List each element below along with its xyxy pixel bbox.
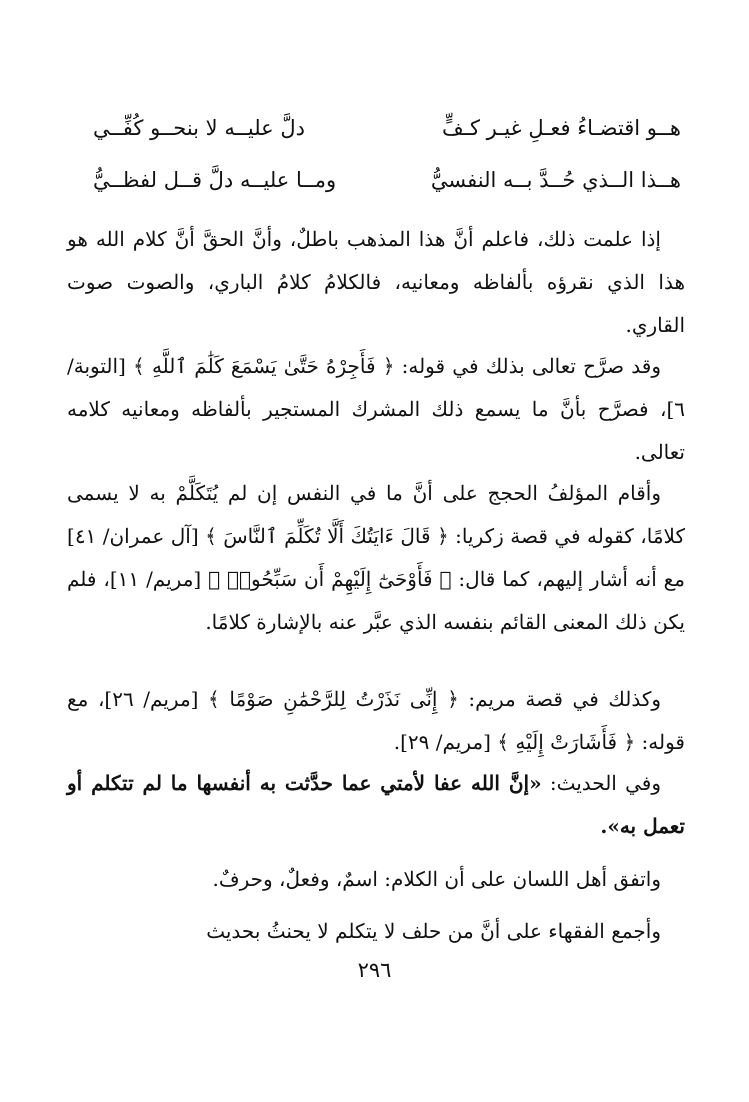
paragraph-4: وكذلك في قصة مريم: ﴿ إِنِّى نَذَرْتُ لِلرَّحْمَٰنِ صَوْمًا ﴾ [مريم/ ٢٦]، مع قوله: ﴿ فَأَشَارَتْ إِلَيْهِ ﴾ [مريم/ ٢٩]. [67, 687, 685, 754]
paragraph-6: واتفق أهل اللسان على أن الكلام: اسمٌ، وفعلٌ، وحرفٌ. [212, 867, 661, 891]
paragraph-2: وقد صرَّح تعالى بذلك في قوله: ﴿ فَأَجِرْهُ حَتَّىٰ يَسْمَعَ كَلَٰمَ ٱللَّهِ ﴾ [التوبة/ ٦]، فصرَّح بأنَّ ما يسمع ذلك المشرك المستجير بألفاظه ومعانيه كلامه تعالى. [67, 354, 685, 464]
verse-2-second-hemistich: ومــا عليــه دلَّ قــل لفظــيُّ [93, 168, 337, 192]
verse-1-first-hemistich: هــو اقتضـاءُ فعـلِ غيـر كـفٍّ [442, 116, 681, 140]
verse-1-second-hemistich: دلَّ عليــه لا بنحــو كُفِّــي [93, 116, 305, 140]
paragraph-1: إذا علمت ذلك، فاعلم أنَّ هذا المذهب باطلٌ، وأنَّ الحقَّ أنَّ كلام الله هو هذا الذي نقرؤه بألفاظه ومعانيه، فالكلامُ كلامُ الباري، والصوت صوت القاري. [67, 227, 685, 337]
verse-2-first-hemistich: هــذا الــذي حُــدَّ بــه النفسيُّ [430, 168, 681, 192]
page-number: ٢٩٦ [357, 958, 392, 982]
paragraph-3: وأقام المؤلفُ الحجج على أنَّ ما في النفس إن لم يُتَكَلَّمْ به لا يسمى كلامًا، كقوله في قصة زكريا: ﴿ قَالَ ءَايَتُكَ أَلَّا تُكَلِّمَ ٱلنَّاسَ ﴾ [آل عمران/ ٤١] مع أنه أشار إليهم، كما قال: ﴿ فَأَوْحَىٰٓ إِلَيْهِمْ أَن سَبِّحُوا۟ ﴾ [مريم/ ١١]، فلم يكن ذلك المعنى القائم بنفسه الذي عبَّر عنه بالإشارة كلامًا. [67, 481, 686, 634]
paragraph-5-hadith [67, 762, 685, 848]
hadith-intro: وفي الحديث: [541, 771, 661, 795]
paragraph-7: وأجمع الفقهاء على أنَّ من حلف لا يتكلم لا يحنثُ بحديث [206, 919, 661, 943]
hadith-quote: «إنَّ الله عفا لأمتي عما حدَّثت به أنفسها ما لم تتكلم أو تعمل به». [67, 771, 685, 838]
